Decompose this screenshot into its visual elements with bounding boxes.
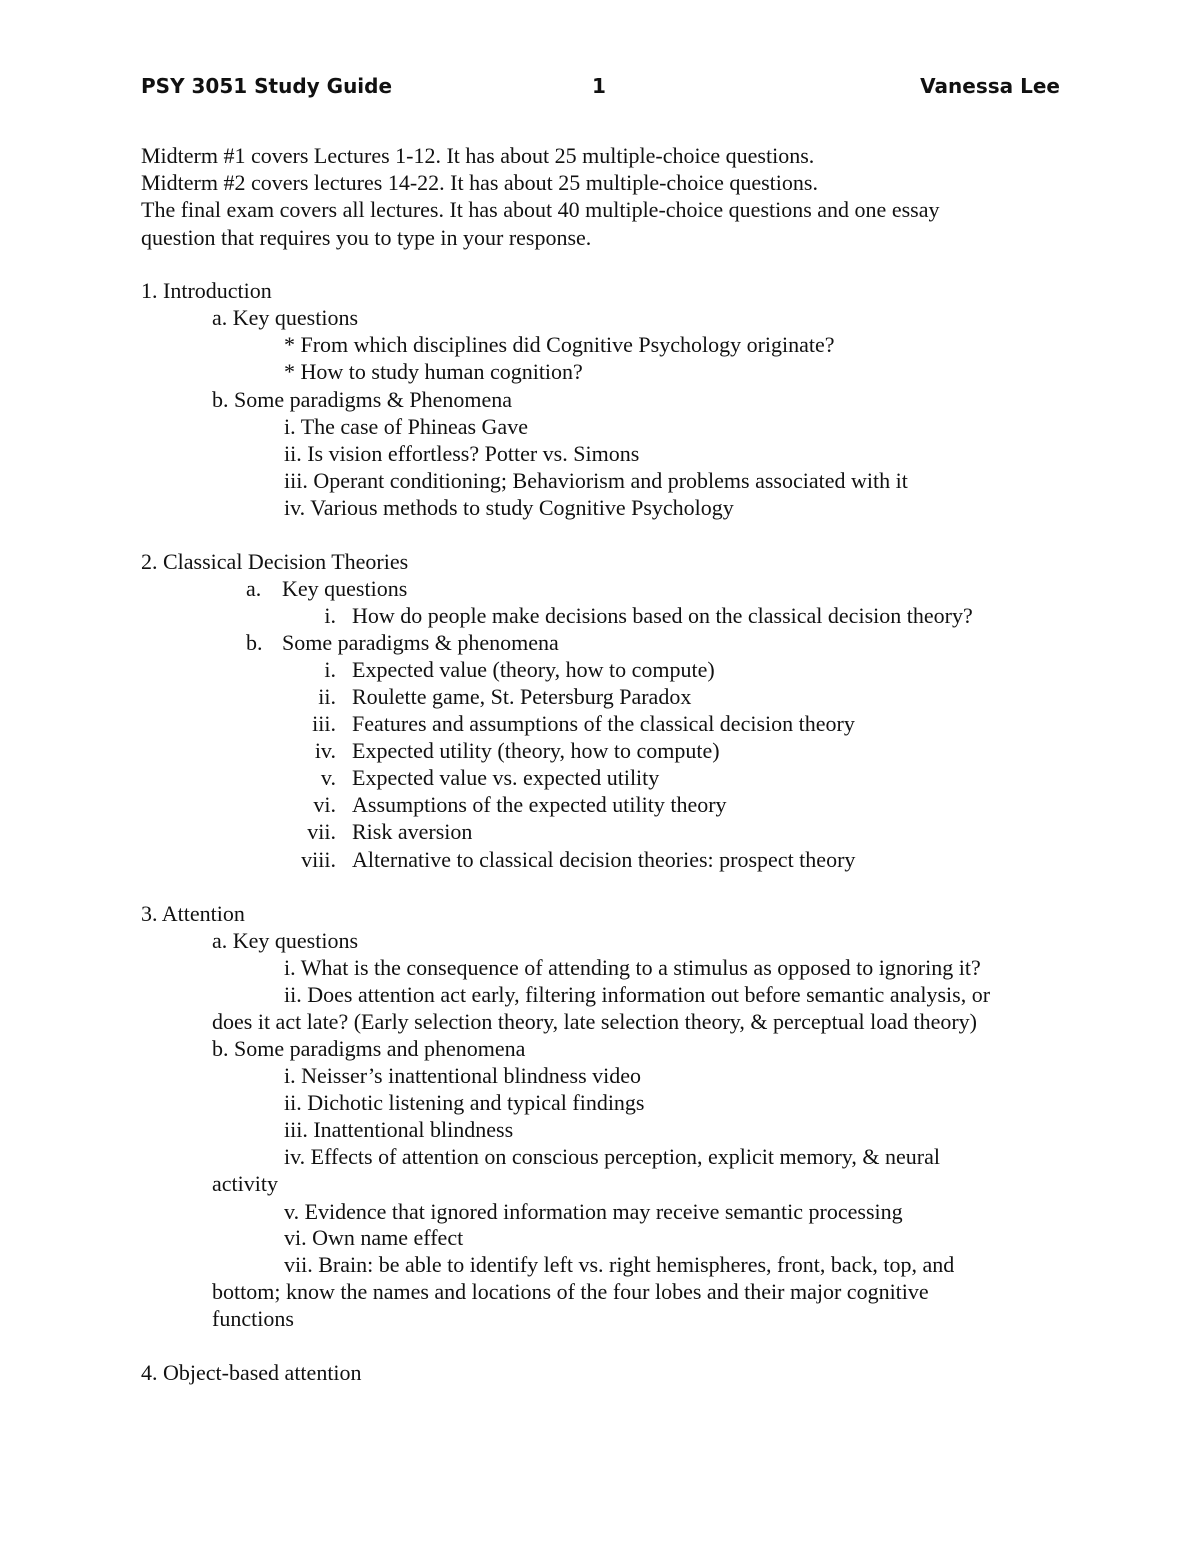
section-2-paradigm-item: Features and assumptions of the classical decision theory xyxy=(352,711,855,736)
section-2-key-questions-label: Key questions xyxy=(282,576,408,601)
section-3-paradigm-item: v. Evidence that ignored information may receive semantic processing xyxy=(284,1199,903,1224)
section-2-item-number: i. xyxy=(324,657,336,682)
section-1-paradigm-item: i. The case of Phineas Gave xyxy=(284,414,528,439)
section-1-key-question: * How to study human cognition? xyxy=(284,359,583,384)
section-3-paradigms-label: b. Some paradigms and phenomena xyxy=(212,1036,526,1061)
header-course-title: PSY 3051 Study Guide xyxy=(141,74,393,98)
section-1-paradigm-item: ii. Is vision effortless? Potter vs. Simons xyxy=(284,441,640,466)
section-1-paradigms-label: b. Some paradigms & Phenomena xyxy=(212,387,513,412)
section-2-item-number: i. xyxy=(324,603,336,628)
section-3-heading: 3. Attention xyxy=(141,901,245,926)
section-1-paradigm-item: iii. Operant conditioning; Behaviorism and problems associated with it xyxy=(284,468,908,493)
section-3-paradigm-item-continued: bottom; know the names and locations of the four lobes and their major cognitive xyxy=(212,1279,929,1304)
section-2-paradigm-item: Assumptions of the expected utility theory xyxy=(352,792,727,817)
section-1-key-questions-label: a. Key questions xyxy=(212,305,359,330)
header-page-number: 1 xyxy=(592,74,606,98)
section-4-heading: 4. Object-based attention xyxy=(141,1360,362,1385)
section-2-heading: 2. Classical Decision Theories xyxy=(141,549,409,574)
section-2-a-number: a. xyxy=(246,576,262,601)
intro-line: The final exam covers all lectures. It has about 40 multiple-choice questions and one essay xyxy=(141,197,940,222)
section-2-paradigm-item: Roulette game, St. Petersburg Paradox xyxy=(352,684,692,709)
section-2-item-number: vii. xyxy=(307,819,336,844)
section-3-paradigm-item: vii. Brain: be able to identify left vs. right hemispheres, front, back, top, and xyxy=(284,1252,955,1277)
section-2-key-question: How do people make decisions based on the classical decision theory? xyxy=(352,603,973,628)
section-2-paradigms-label: Some paradigms & phenomena xyxy=(282,630,559,655)
intro-line: Midterm #2 covers lectures 14-22. It has about 25 multiple-choice questions. xyxy=(141,170,818,195)
section-2-b-number: b. xyxy=(246,630,263,655)
section-3-key-question: i. What is the consequence of attending to a stimulus as opposed to ignoring it? xyxy=(284,955,981,980)
section-3-paradigm-item: vi. Own name effect xyxy=(284,1225,464,1250)
section-3-paradigm-item-continued: activity xyxy=(212,1171,278,1196)
section-3-key-question: ii. Does attention act early, filtering information out before semantic analysis, or xyxy=(284,982,991,1007)
section-3-paradigm-item-continued: functions xyxy=(212,1306,294,1331)
section-3-paradigm-item: i. Neisser’s inattentional blindness video xyxy=(284,1063,642,1088)
section-3-paradigm-item: iii. Inattentional blindness xyxy=(284,1117,514,1142)
section-3-paradigm-item: ii. Dichotic listening and typical findings xyxy=(284,1090,645,1115)
intro-line: question that requires you to type in your response. xyxy=(141,225,592,250)
section-2-item-number: iii. xyxy=(312,711,336,736)
section-3-key-question-continued: does it act late? (Early selection theory, late selection theory, & perceptual load theory) xyxy=(212,1009,977,1034)
section-2-paradigm-item: Expected value (theory, how to compute) xyxy=(352,657,715,682)
section-2-paradigm-item: Expected utility (theory, how to compute) xyxy=(352,738,720,763)
section-1-heading: 1. Introduction xyxy=(141,278,272,303)
section-1-key-question: * From which disciplines did Cognitive Psychology originate? xyxy=(284,332,835,357)
header-author: Vanessa Lee xyxy=(920,74,1060,98)
section-1-paradigm-item: iv. Various methods to study Cognitive Psychology xyxy=(284,495,734,520)
section-2-item-number: vi. xyxy=(313,792,336,817)
section-3-key-questions-label: a. Key questions xyxy=(212,928,359,953)
section-2-item-number: v. xyxy=(320,765,336,790)
section-2-item-number: viii. xyxy=(301,847,336,872)
section-2-paradigm-item: Expected value vs. expected utility xyxy=(352,765,660,790)
section-2-item-number: ii. xyxy=(318,684,336,709)
section-2-paradigm-item: Alternative to classical decision theories: prospect theory xyxy=(352,847,856,872)
intro-line: Midterm #1 covers Lectures 1-12. It has about 25 multiple-choice questions. xyxy=(141,143,815,168)
section-2-paradigm-item: Risk aversion xyxy=(352,819,473,844)
section-3-paradigm-item: iv. Effects of attention on conscious perception, explicit memory, & neural xyxy=(284,1144,940,1169)
section-2-item-number: iv. xyxy=(314,738,336,763)
